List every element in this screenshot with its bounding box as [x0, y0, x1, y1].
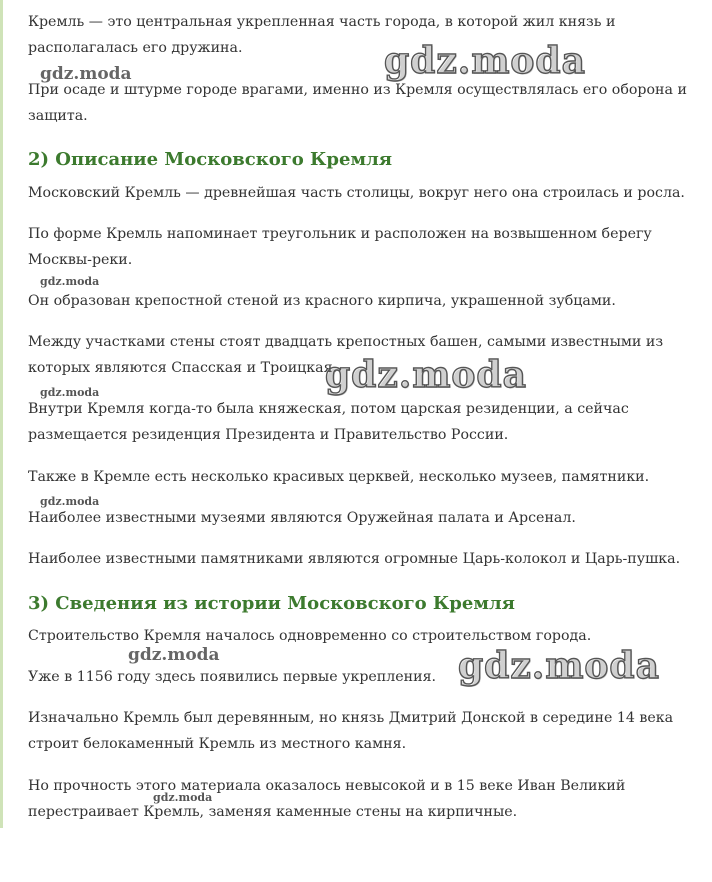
watermark-logo: gdz.moda [458, 645, 660, 687]
watermark-logo: gdz.moda [40, 275, 100, 288]
watermark-logo: gdz.moda [40, 386, 100, 399]
paragraph-history-2: Уже в 1156 году здесь появились первые укрепления. [28, 669, 437, 685]
paragraph-description-7: Наиболее известными музеями являются Оружейная палата и Арсенал. [28, 510, 576, 526]
paragraph-history-1: Строительство Кремля началось одновременно со строительством города. [28, 628, 592, 644]
section-heading-description: 2) Описание Московского Кремля [28, 149, 393, 170]
paragraph-kremlin-definition: Кремль — это центральная укрепленная часть города, в которой жил князь и располагалась его дружина. [28, 14, 616, 56]
paragraph-description-8: Наиболее известными памятниками являются огромные Царь-колокол и Царь-пушка. [28, 551, 681, 567]
watermark-logo: gdz.moda [40, 64, 132, 84]
paragraph-description-3: Он образован крепостной стеной из красного кирпича, украшенной зубцами. [28, 293, 616, 309]
watermark-logo: gdz.moda [325, 354, 527, 396]
paragraph-kremlin-defense: При осаде и штурме городе врагами, именно из Кремля осуществлялась его оборона и защита. [28, 82, 687, 124]
paragraph-history-3: Изначально Кремль был деревянным, но князь Дмитрий Донской в середине 14 века строит белокаменный Кремль из местного камня. [28, 710, 674, 752]
left-accent-rule [0, 0, 3, 828]
watermark-logo: gdz.moda [128, 645, 220, 665]
paragraph-description-6: Также в Кремле есть несколько красивых церквей, несколько музеев, памятники. [28, 469, 650, 485]
section-heading-history: 3) Сведения из истории Московского Кремля [28, 593, 515, 614]
watermark-logo: gdz.moda [384, 40, 586, 82]
paragraph-description-2: По форме Кремль напоминает треугольник и расположен на возвышенном берегу Москвы-реки. [28, 226, 652, 268]
paragraph-history-4: Но прочность этого материала оказалось невысокой и в 15 веке Иван Великий перестраивает Кремль, заменяя каменные стены на кирпичные. [28, 778, 626, 820]
paragraph-description-4: Между участками стены стоят двадцать крепостных башен, самыми известными из которых являются Спасская и Троицкая. [28, 334, 664, 376]
paragraph-description-1: Московский Кремль — древнейшая часть столицы, вокруг него она строилась и росла. [28, 185, 685, 201]
paragraph-description-5: Внутри Кремля когда-то была княжеская, потом царская резиденции, а сейчас размещается резиденция Президента и Правительство России. [28, 401, 629, 443]
watermark-logo: gdz.moda [40, 495, 100, 508]
watermark-logo: gdz.moda [153, 791, 213, 804]
